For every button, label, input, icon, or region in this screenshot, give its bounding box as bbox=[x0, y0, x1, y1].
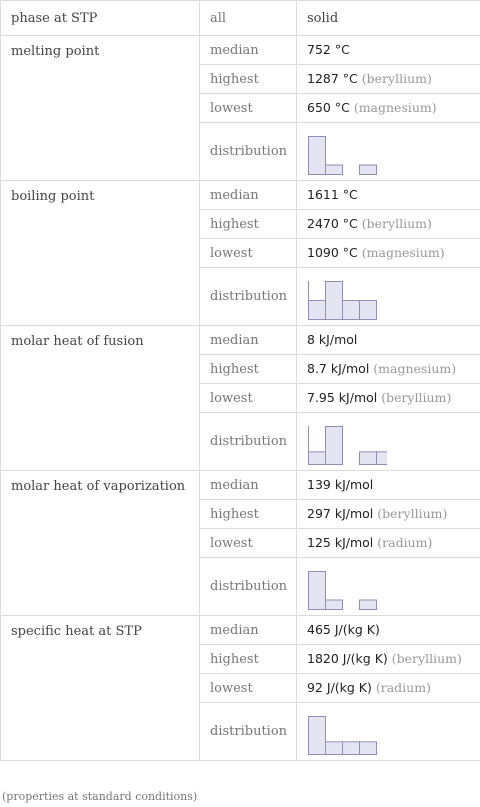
stat-value-cell bbox=[297, 384, 480, 413]
stat-label: highest bbox=[200, 500, 297, 529]
distribution-label: distribution bbox=[200, 268, 297, 326]
property-row bbox=[1, 471, 480, 500]
header-all-label: all bbox=[200, 1, 297, 36]
histogram-bar bbox=[377, 451, 388, 464]
stat-value: 1090 °C bbox=[307, 245, 358, 260]
histogram-bar bbox=[326, 281, 343, 319]
distribution-cell bbox=[297, 703, 480, 761]
property-row bbox=[1, 326, 480, 355]
stat-element-note: (beryllium) bbox=[381, 390, 452, 405]
property-name: boiling point bbox=[1, 181, 200, 326]
stat-value-cell bbox=[297, 65, 480, 94]
stat-element-note: (radium) bbox=[375, 680, 431, 695]
stat-value: 139 kJ/mol bbox=[307, 477, 374, 492]
stat-element-note: (magnesium) bbox=[373, 361, 457, 376]
histogram-bar bbox=[326, 165, 343, 175]
stat-value-cell bbox=[297, 674, 480, 703]
stat-label: lowest bbox=[200, 239, 297, 268]
property-name: specific heat at STP bbox=[1, 616, 200, 761]
distribution-cell bbox=[297, 413, 480, 471]
distribution-histogram bbox=[307, 562, 387, 612]
stat-element-note: (beryllium) bbox=[391, 651, 462, 666]
distribution-histogram bbox=[307, 707, 387, 757]
stat-value-cell bbox=[297, 529, 480, 558]
stat-value: 465 J/(kg K) bbox=[307, 622, 380, 637]
stat-element-note: (radium) bbox=[377, 535, 433, 550]
stat-label: median bbox=[200, 181, 297, 210]
stat-value: 8 kJ/mol bbox=[307, 332, 358, 347]
histogram-bar bbox=[309, 716, 326, 754]
stat-label: median bbox=[200, 616, 297, 645]
stat-value: 1820 J/(kg K) bbox=[307, 651, 388, 666]
stat-label: highest bbox=[200, 65, 297, 94]
stat-label: median bbox=[200, 326, 297, 355]
stat-value-cell bbox=[297, 616, 480, 645]
stat-value: 92 J/(kg K) bbox=[307, 680, 372, 695]
header-phase-label: phase at STP bbox=[1, 1, 200, 36]
histogram-bar bbox=[309, 300, 326, 319]
stat-value-cell bbox=[297, 36, 480, 65]
stat-label: lowest bbox=[200, 384, 297, 413]
distribution-cell bbox=[297, 268, 480, 326]
stat-value-cell bbox=[297, 239, 480, 268]
histogram-bar bbox=[309, 451, 326, 464]
header-row bbox=[1, 1, 480, 36]
stat-element-note: (magnesium) bbox=[353, 100, 437, 115]
distribution-label: distribution bbox=[200, 123, 297, 181]
property-name: molar heat of vaporization bbox=[1, 471, 200, 616]
stat-value: 1287 °C bbox=[307, 71, 358, 86]
stat-value: 8.7 kJ/mol bbox=[307, 361, 370, 376]
histogram-bar bbox=[360, 741, 377, 754]
stat-value: 297 kJ/mol bbox=[307, 506, 374, 521]
histogram-bar bbox=[326, 426, 343, 464]
stat-element-note: (beryllium) bbox=[361, 71, 432, 86]
stat-label: highest bbox=[200, 355, 297, 384]
stat-value-cell bbox=[297, 210, 480, 239]
histogram-bar bbox=[309, 571, 326, 609]
distribution-label: distribution bbox=[200, 413, 297, 471]
stat-element-note: (beryllium) bbox=[377, 506, 448, 521]
stat-label: highest bbox=[200, 210, 297, 239]
stat-value-cell bbox=[297, 355, 480, 384]
distribution-cell bbox=[297, 123, 480, 181]
property-name: melting point bbox=[1, 36, 200, 181]
histogram-bar bbox=[326, 741, 343, 754]
distribution-histogram bbox=[307, 127, 387, 177]
stat-label: median bbox=[200, 36, 297, 65]
stat-value-cell bbox=[297, 326, 480, 355]
histogram-bar bbox=[360, 600, 377, 610]
histogram-bar bbox=[326, 600, 343, 610]
distribution-cell bbox=[297, 558, 480, 616]
stat-label: highest bbox=[200, 645, 297, 674]
stat-label: lowest bbox=[200, 674, 297, 703]
stat-value-cell bbox=[297, 94, 480, 123]
histogram-bar bbox=[343, 741, 360, 754]
footnote: (properties at standard conditions) bbox=[2, 790, 198, 803]
property-row bbox=[1, 36, 480, 65]
header-solid-label: solid bbox=[297, 1, 480, 36]
property-row bbox=[1, 616, 480, 645]
distribution-label: distribution bbox=[200, 558, 297, 616]
stat-label: median bbox=[200, 471, 297, 500]
stat-label: lowest bbox=[200, 529, 297, 558]
stat-value-cell bbox=[297, 471, 480, 500]
property-name: molar heat of fusion bbox=[1, 326, 200, 471]
stat-value-cell bbox=[297, 500, 480, 529]
stat-value: 125 kJ/mol bbox=[307, 535, 374, 550]
stat-element-note: (magnesium) bbox=[361, 245, 445, 260]
stat-value: 752 °C bbox=[307, 42, 350, 57]
stat-value: 7.95 kJ/mol bbox=[307, 390, 378, 405]
histogram-bar bbox=[343, 300, 360, 319]
histogram-bar bbox=[360, 451, 377, 464]
histogram-bar bbox=[309, 136, 326, 174]
distribution-label: distribution bbox=[200, 703, 297, 761]
stat-element-note: (beryllium) bbox=[361, 216, 432, 231]
stat-value: 650 °C bbox=[307, 100, 350, 115]
stat-value-cell bbox=[297, 181, 480, 210]
histogram-bar bbox=[360, 165, 377, 175]
property-row bbox=[1, 181, 480, 210]
stat-value: 1611 °C bbox=[307, 187, 358, 202]
stat-value: 2470 °C bbox=[307, 216, 358, 231]
stat-label: lowest bbox=[200, 94, 297, 123]
distribution-histogram bbox=[307, 272, 387, 322]
distribution-histogram bbox=[307, 417, 387, 467]
histogram-bar bbox=[360, 300, 377, 319]
stat-value-cell bbox=[297, 645, 480, 674]
